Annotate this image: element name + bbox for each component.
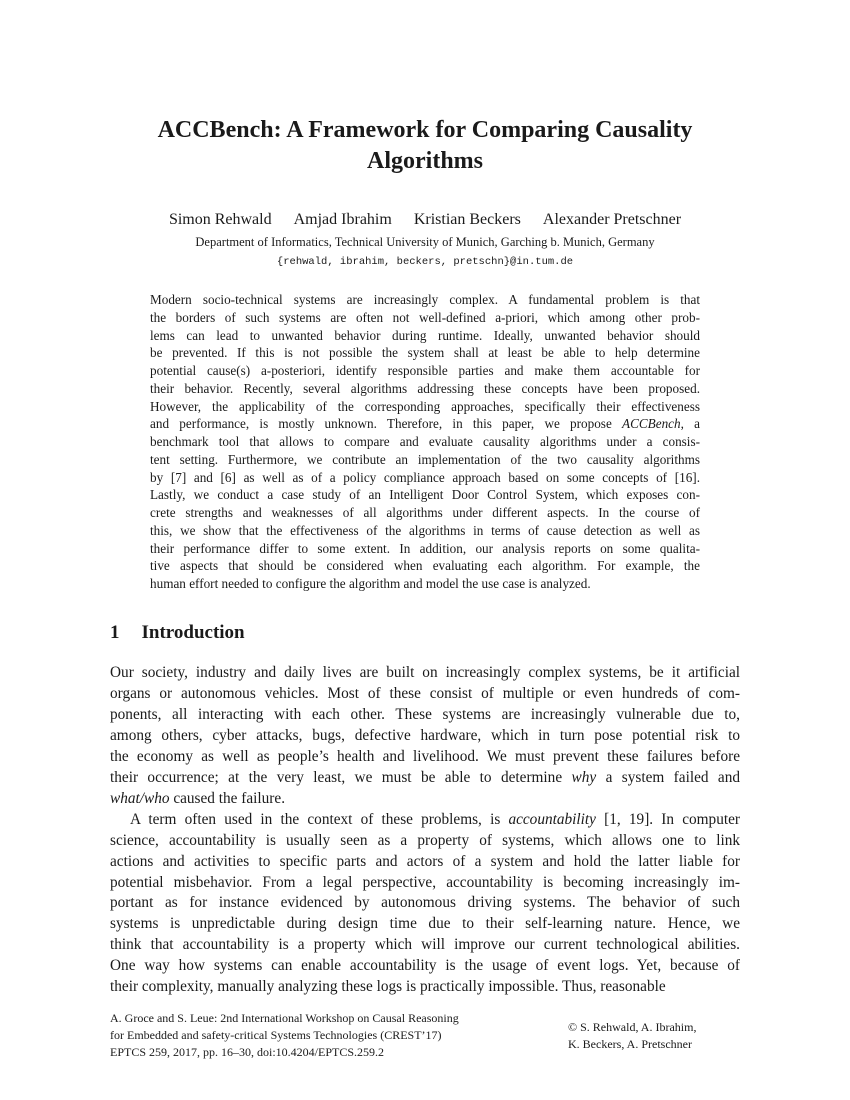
text-segment: systems is unpredictable during design time due to their self-learning nature. Hence, we [110,915,740,933]
text-line [110,684,740,705]
text-line [150,469,700,487]
text-segment: Our society, industry and daily lives are built on increasingly complex systems, be it artificial [110,664,740,681]
emphasis-text: why [571,768,597,786]
text-segment: their complexity, manually analyzing these logs is practically impossible. Thus, reasonable [110,978,666,996]
text-segment: tive aspects that should be considered when evaluating each algorithm. For example, the [150,558,700,574]
text-line [110,956,740,977]
text-segment: science, accountability is usually seen as a property of systems, which allows one to link [110,831,740,849]
text-segment: Modern socio-technical systems are increasingly complex. A fundamental problem is that [150,292,700,307]
text-line [150,557,700,575]
author: Alexander Pretschner [542,211,682,228]
text-line [110,935,740,956]
footer-line: © S. Rehwald, A. Ibrahim, [568,1020,697,1034]
body-text [110,663,740,998]
footer-line: K. Beckers, A. Pretschner [568,1037,692,1051]
text-line [110,914,740,935]
section-heading [110,622,245,644]
text-segment: Lastly, we conduct a case study of an Intelligent Door Control System, which exposes con- [150,487,700,503]
text-segment: One way how systems can enable accountability is the usage of event logs. Yet, because of [110,957,740,975]
footer-copyright [568,1019,696,1053]
text-segment: A term often used in the context of these problems, is [130,810,509,828]
text-line [110,873,740,894]
paper-title [0,115,850,177]
text-segment: potential cause(s) a-posteriori, identify responsible parties and make them accountable for [150,363,700,378]
emphasis-text: accountability [508,810,596,828]
text-line [150,344,700,362]
text-segment: the economy as well as people’s health and livelihood. We must prevent these failures before [110,747,740,765]
text-line [110,831,740,852]
text-segment: be prevented. If this is not possible the system shall at least be able to help determine [150,345,700,361]
text-line [110,705,740,726]
title-line-1: ACCBench: A Framework for Comparing Causality [157,117,693,143]
text-line [110,977,740,998]
text-line [150,504,700,522]
text-segment: ponents, all interacting with each other. These systems are increasingly vulnerable due to, [110,705,740,723]
text-line [150,522,700,540]
text-line [150,486,700,504]
text-line [110,810,740,831]
text-segment: human effort needed to configure the algorithm and model the use case is analyzed. [150,576,591,591]
text-line [110,726,740,747]
text-line [110,789,740,810]
author-emails: {rehwald, ibrahim, beckers, pretschn}@in.tum.de [276,256,574,268]
text-segment: actions and activities to specific parts and actors of a system and hold the latter liable for [110,852,740,870]
text-segment: by [7] and [6] as well as of a policy compliance approach based on some concepts of [16]. [150,469,700,485]
text-segment: portant as for instance evidenced by autonomous driving systems. The behavior of such [110,894,740,912]
text-segment: their occurrence; at the very least, we must be able to determine [110,768,572,786]
footer-line: A. Groce and S. Leue: 2nd International Workshop on Causal Reasoning [110,1011,459,1025]
text-segment: crete strengths and weaknesses of all algorithms under different aspects. In the course of [150,505,700,520]
text-segment: their behavior. Recently, several algorithms addressing these concepts have been proposed. [150,380,700,396]
text-line [150,575,700,593]
text-segment: among others, cyber attacks, bugs, defective hardware, which in turn pose potential risk to [110,726,740,744]
text-line [110,747,740,768]
title-line-2: Algorithms [367,148,483,174]
text-segment: tent setting. Furthermore, we contribute an implementation of the two causality algorithms [150,451,700,467]
text-line [150,451,700,469]
footer-citation [110,1010,459,1061]
footer-line: for Embedded and safety-critical Systems Technologies (CREST’17) [110,1028,442,1042]
emphasis-text: what/who [110,789,170,807]
text-segment: [1, 19]. In computer [595,810,740,828]
text-segment: a system failed and [596,768,740,786]
text-line [150,415,700,433]
text-line [150,291,700,309]
text-segment: organs or autonomous vehicles. Most of these consist of multiple or even hundreds of com- [110,684,740,702]
paragraph [110,810,740,999]
section-number: 1 [110,622,120,643]
author-list [0,211,850,229]
text-line [110,768,740,789]
footer-line: EPTCS 259, 2017, pp. 16–30, doi:10.4204/EPTCS.259.2 [110,1045,385,1059]
text-segment: benchmark tool that allows to compare and evaluate causality algorithms under a consis- [150,434,700,449]
text-segment: potential misbehavior. From a legal perspective, accountability is becoming increasingly im- [110,873,740,891]
text-segment: caused the failure. [169,789,286,807]
text-line [150,380,700,398]
text-line [150,540,700,558]
abstract [150,291,700,593]
emphasis-text: ACCBench [622,416,681,432]
text-segment: However, the applicability of the corresponding approaches, specifically their effectiveness [150,398,700,414]
text-segment: lems can lead to unwanted behavior during runtime. Ideally, unwanted behavior should [150,327,700,343]
text-line [110,663,740,684]
text-line [110,852,740,873]
author: Kristian Beckers [413,211,521,228]
text-segment: think that accountability is a property which will improve our current technological abilities. [110,936,740,954]
paragraph [110,663,740,810]
text-segment: the borders of such systems are often not well-defined a-priori, which among other prob- [150,309,700,325]
text-line [150,398,700,416]
text-line [150,309,700,327]
author: Amjad Ibrahim [293,211,392,228]
section-title: Introduction [141,622,245,643]
text-line [150,433,700,451]
text-segment: and performance, is mostly unknown. Therefore, in this paper, we propose [150,416,623,432]
text-line [150,327,700,345]
text-line [150,362,700,380]
text-segment: this, we show that the effectiveness of the algorithms in terms of cause detection as well as [150,522,700,538]
text-segment: their performance differ to some extent. In addition, our analysis reports on some qualita- [150,540,700,556]
text-segment: , a [680,416,700,432]
text-line [110,893,740,914]
affiliation: Department of Informatics, Technical University of Munich, Garching b. Munich, Germany [195,235,655,249]
author: Simon Rehwald [168,211,272,228]
